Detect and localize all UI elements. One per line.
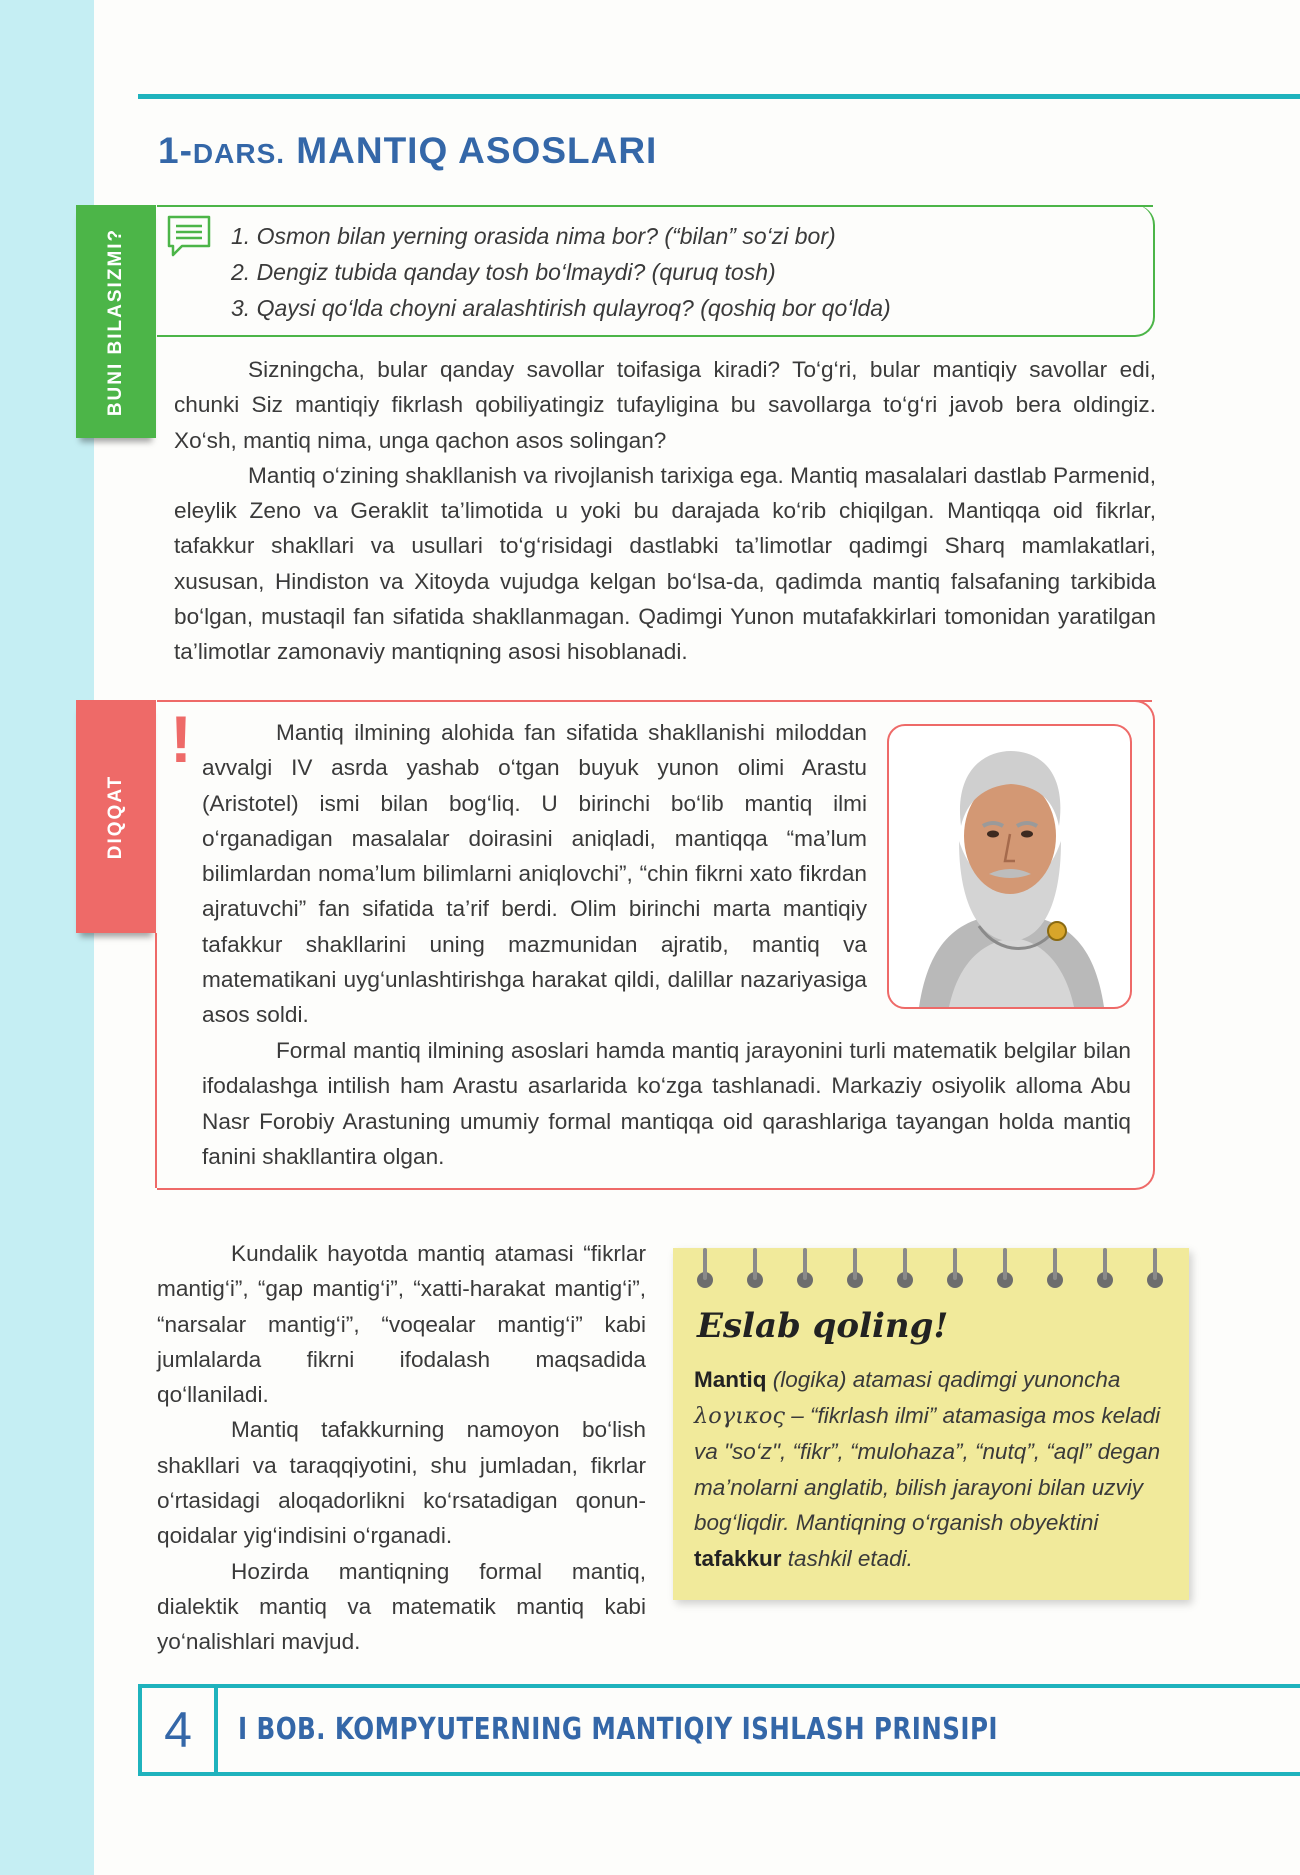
paragraph: Kundalik hayotda mantiq atamasi “fikrlar mantig‘i”, “gap mantig‘i”, “xatti-harakat mantig‘i”, “narsalar mantig‘i”, “voqealar mantig‘i” kabi jumlalarda fikrni ifodalash maqsadida qo‘llaniladi. [157, 1241, 646, 1408]
page-number: 4 [164, 1702, 192, 1758]
lower-text [157, 1236, 646, 1660]
diqqat-label: DIQQAT [105, 774, 126, 859]
diqqat-text-1 [202, 715, 867, 1033]
question-item: 3. Qaysi qo‘lda choyni aralashtirish qulayroq? (qoshiq bor qo‘lda) [231, 295, 891, 321]
diqqat-box-left [155, 933, 157, 1188]
lesson-number: 1- [158, 130, 193, 171]
lesson-heading: MANTIQ ASOSLARI [285, 130, 658, 171]
note-term: Mantiq [694, 1367, 767, 1392]
aristotle-bust-image [889, 726, 1130, 1007]
chapter-title: I BOB. KOMPYUTERNING MANTIQIY ISHLASH PRINSIPI [238, 1712, 998, 1747]
lesson-title [158, 130, 657, 172]
diqqat-text-2 [202, 1033, 1131, 1174]
note-title: Eslab qoling! [697, 1306, 949, 1346]
note-text-part: – “fikrlash ilmi” atamasiga mos keladi va "so‘z", “fikr”, “mulohaza”, “nutq”, “aql” degan ma’nolarni anglatib, bilish jarayoni bilan uzviy bog‘liqdir. Mantiqning o‘rganish obyektini [694, 1402, 1161, 1535]
paragraph: Mantiq ilmining alohida fan sifatida shakllanishi miloddan avvalgi IV asrda yashab o‘tgan buyuk yunon olimi Arastu (Aristotel) ismi bilan bog‘liq. U birinchi bo‘lib mantiq ilmi o‘rganadigan masalalar doirasini aniqladi, mantiqqa “ma’lum bilimlardan noma’lum bilimlarni aniqlovchi”, “chin fikrni xato fikrdan ajratuvchi” fan sifatida ta’rif berdi. Olim birinchi marta mantiqiy tafakkur shakllarini uning mazmunidan ajratib, mantiq va matematikani uyg‘unlashtirishga harakat qildi, dalillar nazariyasiga asos soldi. [202, 720, 867, 1028]
top-rule [138, 94, 1300, 99]
question-item: 1. Osmon bilan yerning orasida nima bor? (“bilan” so‘zi bor) [231, 223, 836, 249]
note-text-part: (logika) atamasi qadimgi yunoncha [766, 1367, 1121, 1392]
diqqat-box-top [157, 700, 1152, 702]
diqqat-tab [76, 700, 156, 933]
questions-list [231, 218, 891, 326]
paragraph: Formal mantiq ilmining asoslari hamda mantiq jarayonini turli matematik belgilar bilan ifodalashga intilish ham Arastu asarlarida ko‘zga tashlanadi. Markaziy osiyolik alloma Abu Nasr Forobiy Arastuning umumiy formal mantiqqa oid qarashlariga tayangan holda mantiq fanini shakllantira olgan. [202, 1038, 1131, 1169]
note-text [694, 1362, 1174, 1576]
buni-bilasizmi-label: BUNI BILASIZMI? [105, 227, 126, 416]
lesson-label: DARS. [192, 138, 286, 169]
intro-text [174, 352, 1156, 670]
paragraph: Sizningcha, bular qanday savollar toifasiga kiradi? To‘g‘ri, bular mantiqiy savollar edi, chunki Siz mantiqiy fikrlash qobiliyatingiz tufayligina bu savollarga to‘g‘ri javob bera oldingiz. Xo‘sh, mantiq nima, unga qachon asos solingan? [174, 357, 1156, 453]
chat-icon [166, 214, 212, 258]
paragraph: Hozirda mantiqning formal mantiq, dialektik mantiq va matematik mantiq kabi yo‘nalishlari mavjud. [157, 1558, 646, 1655]
note-greek-word: λογικος [694, 1402, 785, 1429]
paragraph: Mantiq o‘zining shakllanish va rivojlanish tarixiga ega. Mantiq masalalari dastlab Parmenid, eleylik Zeno va Geraklit ta’limotida u yoki bu darajada ko‘rib chiqilgan. Mantiqqa oid fikrlar, tafakkur shakllari va usullari to‘g‘risidagi dastlabki ta’limotlar qadimgi Sharq mamlakatlari, xususan, Hindiston va Xitoyda vujudga kelgan bo‘lsa-da, qadimda mantiq falsafaning tarkibida bo‘lgan, mustaqil fan sifatida shakllanmagan. Qadimgi Yunon mutafakkirlari tomonidan yaratilgan ta’limotlar zamonaviy mantiqning asosi hisoblanadi. [174, 462, 1156, 665]
paragraph: Mantiq tafakkurning namoyon bo‘lish shakllari va taraqqiyotini, shu jumladan, fikrlar o‘rtasidagi aloqadorlikni ko‘rsatadigan qonun-qoidalar yig‘indisini o‘rganadi. [157, 1417, 646, 1549]
note-bold-term: tafakkur [694, 1545, 782, 1571]
buni-bilasizmi-tab [76, 205, 156, 438]
question-item: 2. Dengiz tubida qanday tosh bo‘lmaydi? (quruq tosh) [231, 259, 776, 285]
exclamation-icon: ! [170, 702, 192, 776]
aristotle-portrait [887, 724, 1132, 1009]
notepad-spiral-icon [673, 1248, 1189, 1288]
note-text-part: tashkil etadi. [781, 1545, 913, 1571]
